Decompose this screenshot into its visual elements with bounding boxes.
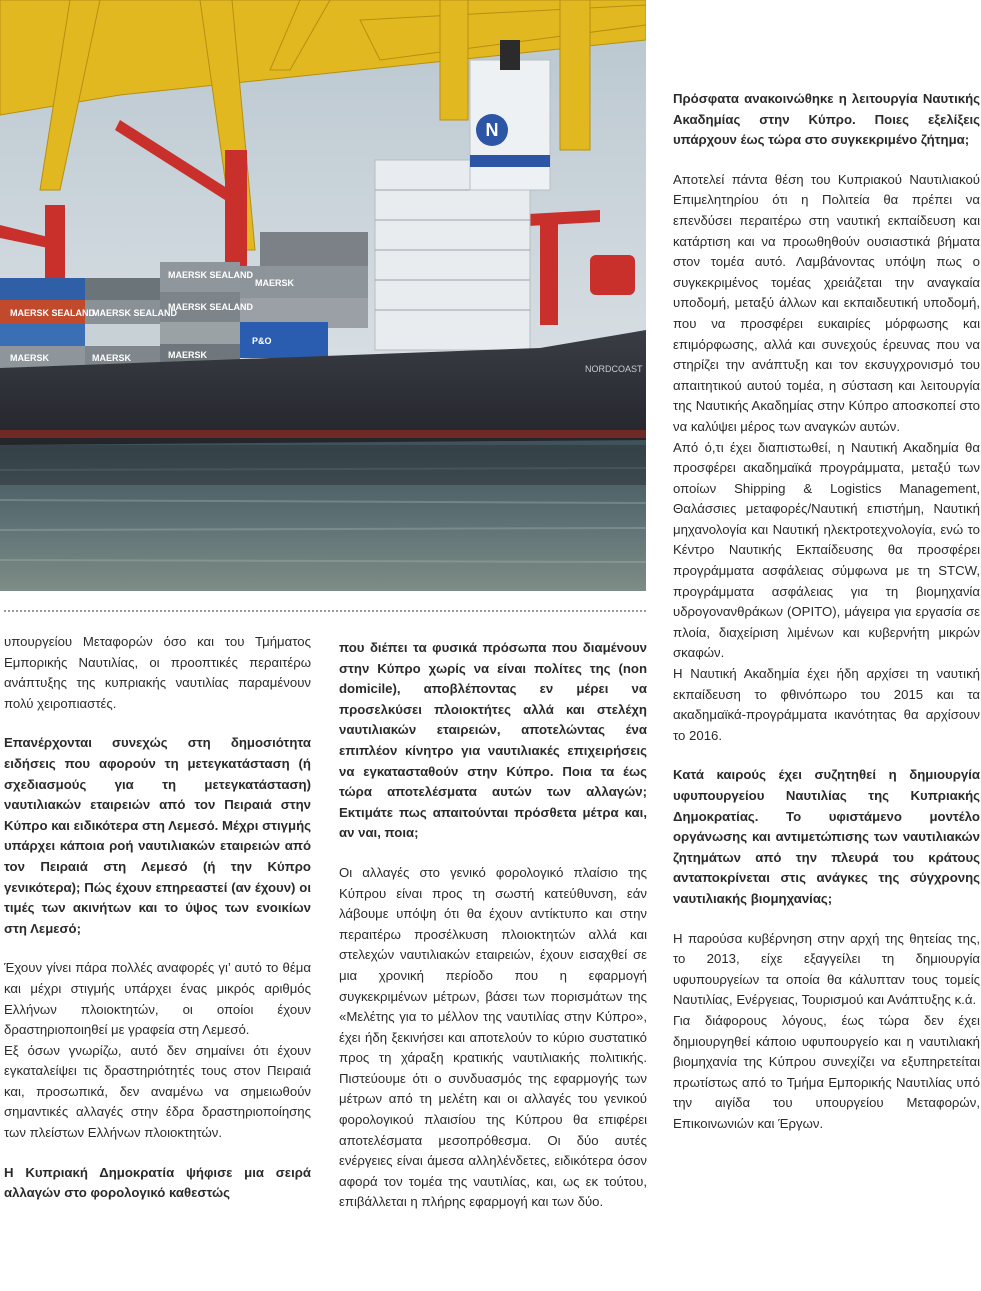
question: Επανέρχονται συνεχώς στη δημοσιότητα ειδήσεις που αφορούν τη μετεγκατάσταση (ή σχεδιασμούς για τη μετεγκατάσταση) ναυτιλιακών εταιρειών από τον Πειραιά στην Κύπρο και ειδικότερα στη Λεμεσό. Μέχρι στιγμής υπάρχει κάποια ροή ναυτιλιακών εταιρειών από τον Πειραιά στη Λεμεσό (ή την Κύπρο γενικότερα); Πώς έχουν επηρεαστεί (αν έχουν) οι τιμές των ακινήτων και το ύψος των ενοικίων στη Λεμεσό;: [4, 735, 311, 936]
section-divider: [4, 610, 646, 612]
container-label: MAERSK: [168, 350, 208, 360]
funnel-logo-text: N: [485, 120, 499, 140]
paragraph: Από ό,τι έχει διαπιστωθεί, η Ναυτική Ακαδημία θα προσφέρει ακαδημαϊκά προγράμματα, μεταξύ των οποίων Shipping & Logistics Management, Θαλάσσιες μεταφορές/Ναυτική επιστήμη, Ναυτική μηχανολογία και Ναυτική ηλεκτροτεχνολογία, ενώ το Κέντρο Ναυτικής Εκπαίδευσης θα προσφέρει προγράμματα ασφάλειας σύμφωνα με τη STCW, προγράμματα ασφάλειας για τη βιομηχανία υδρογονανθράκων (OPITO), μάγειρα για εργασία σε πλοία, διαχείριση λιμένων και κυβερνήτη μικρών σκαφών.: [673, 439, 980, 661]
container-label: MAERSK: [10, 353, 50, 363]
hull-name: NORDCOAST: [585, 364, 643, 374]
container-label: MAERSK SEALAND: [168, 270, 254, 280]
paragraph: Αποτελεί πάντα θέση του Κυπριακού Ναυτιλιακού Επιμελητηρίου ότι η Πολιτεία θα πρέπει να επενδύσει περαιτέρω στη ναυτική εκπαίδευση και κατάρτιση και να προωθηθούν ουσιαστικά βήματα στον τομέα αυτό. Λαμβάνοντας υπόψη πως ο συγκεκριμένος τομέας χρειάζεται την αναγκαία υποδομή, μεταξύ άλλων και εκπαιδευτική υποδομή, που να προσφέρει ευκαιρίες μόρφωσης και επιμόρφωσης, αλλά και συνεχούς έρευνας που να στηρίζει την ανάπτυξη και τον εκσυγχρονισμό του απαιτητικού αυτού τομέα, η σύσταση και λειτουργία της Ναυτικής Ακαδημίας στην Κύπρο αποσκοπεί στο να καλύψει μέρος των αναγκών αυτών.: [673, 171, 980, 434]
question: Κατά καιρούς έχει συζητηθεί η δημιουργία υφυπουργείου Ναυτιλίας της Κυπριακής Δημοκρατίας. Το υφιστάμενο μοντέλο οργάνωσης και αντιμετώπισης των ναυτιλιακών ζητημάτων από την πλευρά του κράτους ανταποκρίνεται στις ανάγκες της σύγχρονης ναυτιλιακής βιομηχανίας;: [673, 767, 980, 906]
container-label: MAERSK: [92, 353, 132, 363]
container-ship-photo: [0, 0, 646, 591]
paragraph: Για διάφορους λόγους, έως τώρα δεν έχει δημιουργηθεί κάποιο υφυπουργείο και η ναυτιλιακή βιομηχανία της Κύπρου συνεχίζει να εξυπηρετείται πρωτίστως από το Τμήμα Εμπορικής Ναυτιλίας υπό την αιγίδα του υπουργείου Μεταφορών, Επικοινωνιών και Έργων.: [673, 1012, 980, 1131]
paragraph: υπουργείου Μεταφορών όσο και του Τμήματος Εμπορικής Ναυτιλίας, οι προοπτικές περαιτέρω ανάπτυξης της κυπριακής ναυτιλίας παραμένουν πολύ χειροπιαστές.: [4, 634, 311, 711]
column-1: [4, 632, 311, 1204]
column-2: [339, 638, 647, 1213]
question: Πρόσφατα ανακοινώθηκε η λειτουργία Ναυτικής Ακαδημίας στην Κύπρο. Ποιες εξελίξεις υπάρχουν έως τώρα στο συγκεκριμένο ζήτημα;: [673, 91, 980, 148]
container-label: P&O: [252, 336, 272, 346]
container-label: MAERSK SEALAND: [168, 302, 254, 312]
paragraph: Έχουν γίνει πάρα πολλές αναφορές γι’ αυτό το θέμα και μέχρι στιγμής υπάρχει ένας μικρός αριθμός Ελλήνων πλοιοκτητών, οι οποίοι έχουν δραστηριοποιηθεί με γραφεία στη Λεμεσό.: [4, 960, 311, 1038]
container-label: MAERSK: [255, 278, 295, 288]
container-label: MAERSK SEALAND: [10, 308, 96, 318]
paragraph: Εξ όσων γνωρίζω, αυτό δεν σημαίνει ότι έχουν εγκαταλείψει τις δραστηριότητές τους στον Πειραιά και, προσωπικά, δεν αναμένω να σημειωθούν σημαντικές αλλαγές στην έδρα δραστηριοποίησης των πλείστων Ελλήνων πλοιοκτητών.: [4, 1042, 311, 1141]
question: Η Κυπριακή Δημοκρατία ψήφισε μια σειρά αλλαγών στο φορολογικό καθεστώς: [4, 1164, 311, 1201]
paragraph: Η Ναυτική Ακαδημία έχει ήδη αρχίσει τη ναυτική εκπαίδευση το φθινόπωρο του 2015 και τα ακαδημαϊκά-προγράμματα ικανότητας θα αρχίσουν το 2016.: [673, 666, 980, 743]
question: που διέπει τα φυσικά πρόσωπα που διαμένουν στην Κύπρο χωρίς να είναι πολίτες της (non domicile), αποβλέποντας εν μέρει να προσελκύσει πλοιοκτήτες αλλά και στελέχη ναυτιλιακών εταιρειών, αποτελώντας ένα επιπλέον κίνητρο για ναυτιλιακές επιχειρήσεις να εγκατασταθούν στην Κύπρο. Ποια τα έως τώρα αποτελέσματα αυτών των αλλαγών; Εκτιμάτε πως απαιτούνται πρόσθετα μέτρα και, αν ναι, ποια;: [339, 640, 647, 841]
paragraph: Οι αλλαγές στο γενικό φορολογικό πλαίσιο της Κύπρου είναι προς τη σωστή κατεύθυνση, εάν λάβουμε υπόψη ότι θα έχουν αντίκτυπο και στην περαιτέρω προσέλκυση πλοιοκτητών αλλά και στελεχών ναυτιλιακών εταιρειών, έχουν εισαχθεί σε μια χρονική περίοδο που η εφαρμογή συγκεκριμένων μέτρων, βάσει των πορισμάτων της «Μελέτης για το μέλλον της ναυτιλίας στην Κύπρο», έχει ήδη ξεκινήσει και αποτελούν το κύριο συστατικό προς τη χάραξη κρατικής ναυτιλιακής πολιτικής. Πιστεύουμε ότι ο συνδυασμός της εφαρμογής των μέτρων από τη μελέτη και οι αλλαγές του γενικού φορολογικού πλαισίου της Κύπρου θα επιφέρει αποτελέσματα μεσοπρόθεσμα. Οι δύο αυτές ενέργειες είναι άμεσα αλληλένδετες, ειδικότερα όσον αφορά τον τομέα της ναυτιλίας, και, ως εκ τούτου, επιβάλλεται η πλήρης εφαρμογή και των δύο.: [339, 864, 647, 1210]
paragraph: Η παρούσα κυβέρνηση στην αρχή της θητείας της, το 2013, είχε εξαγγείλει τη δημιουργία υφυπουργείων τα οποία θα κάλυπταν τους τομείς Ναυτιλίας, Ενέργειας, Τουρισμού και Ανάπτυξης κ.ά.: [673, 930, 980, 1008]
container-label: MAERSK SEALAND: [92, 308, 178, 318]
column-3: [673, 89, 980, 1135]
